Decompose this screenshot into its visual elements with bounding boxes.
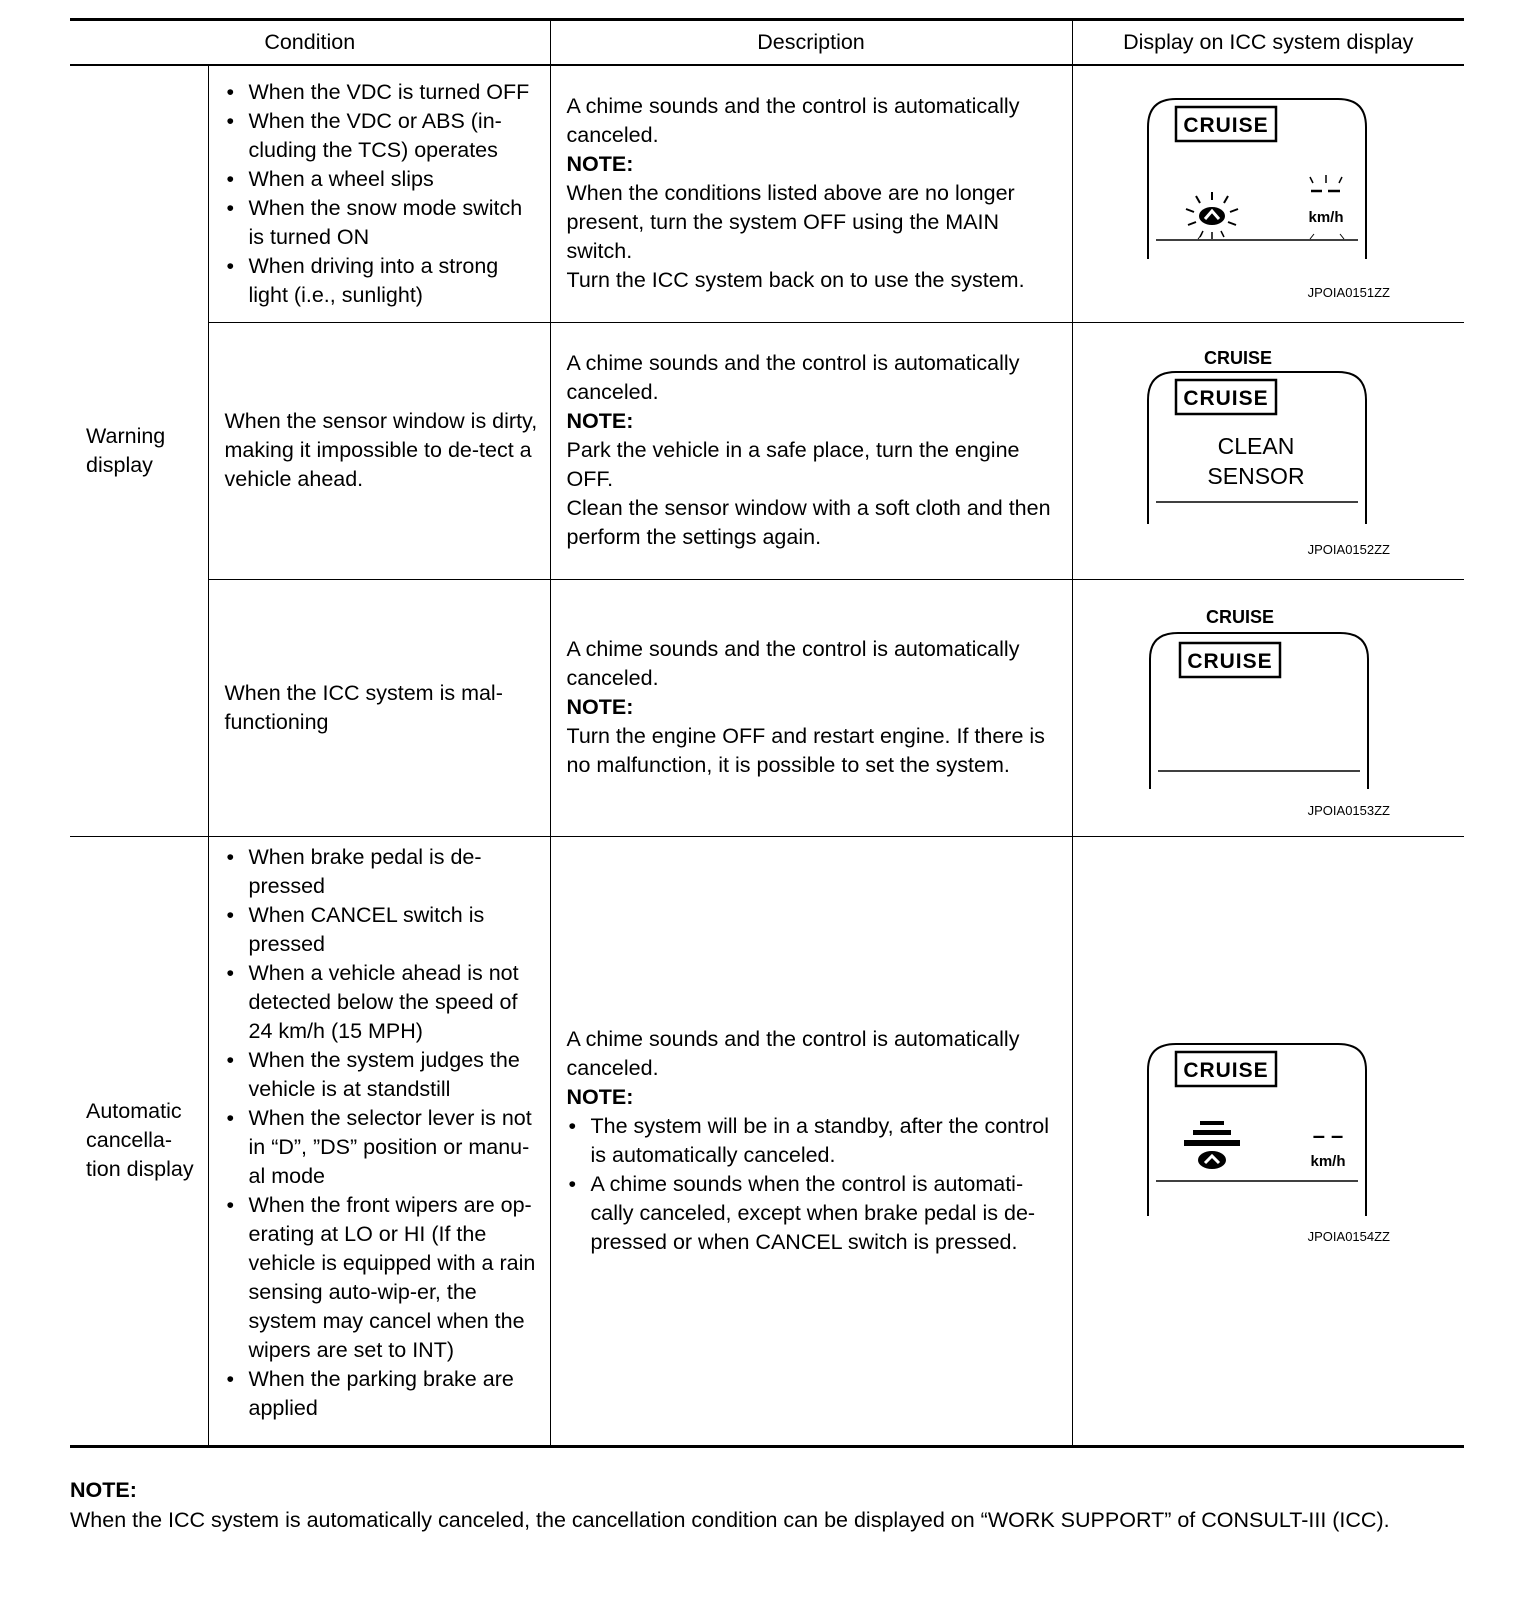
vehicle-ahead-flashing-icon — [1186, 192, 1238, 239]
condition-list — [225, 843, 542, 1423]
icc-display-figure — [1118, 79, 1418, 309]
table-row — [70, 836, 1464, 1446]
description-cell: A chime sounds and the control is automatically canceled. NOTE: When the conditions listed above are no longer present, turn the system OFF using the MAIN switch. Turn the ICC system back on to use the system. — [550, 65, 1072, 322]
list-item: • When driving into a strong light (i.e., sunlight) — [225, 252, 542, 310]
vehicle-distance-icon — [1184, 1121, 1240, 1169]
group-label-warning: Warning display — [70, 65, 208, 836]
list-item: • When the parking brake are applied — [225, 1365, 542, 1423]
footer-note — [70, 1475, 1470, 1535]
list-item: • When the VDC is turned OFF — [225, 78, 542, 107]
list-item: • When the VDC or ABS (in-cluding the TCS) operates — [225, 107, 542, 165]
figure-id: JPOIA0152ZZ — [1307, 541, 1391, 557]
condition-cell: When the sensor window is dirty, making it impossible to de-tect a vehicle ahead. — [208, 322, 550, 579]
figure-id: JPOIA0154ZZ — [1307, 1228, 1391, 1244]
header-condition: Condition — [70, 20, 550, 66]
icc-display-figure — [1118, 336, 1418, 566]
cruise-label: CRUISE — [1187, 649, 1273, 673]
list-item: • A chime sounds when the control is automati-cally canceled, except when brake pedal is de-pressed or when CANCEL switch is pressed. — [567, 1170, 1062, 1257]
unit-label: km/h — [1308, 208, 1344, 226]
description-cell: A chime sounds and the control is automatically canceled. NOTE: Turn the engine OFF and restart engine. If there is no malfunction, it is possible to set the system. — [550, 579, 1072, 836]
condition-cell — [208, 65, 550, 322]
condition-cell — [208, 836, 550, 1446]
icc-display-figure — [1118, 593, 1418, 823]
cruise-top-label: CRUISE — [1206, 606, 1275, 627]
list-item: • The system will be in a standby, after the control is automatically canceled. — [567, 1112, 1062, 1170]
list-item: • When the front wipers are op-erating at LO or HI (If the vehicle is equipped with a rain sensing auto-wip-er, the system may cancel when the wipers are set to INT) — [225, 1191, 542, 1365]
cruise-label: CRUISE — [1183, 386, 1269, 410]
header-display: Display on ICC system display — [1072, 20, 1464, 66]
footer-note-label: NOTE: — [70, 1478, 137, 1502]
cruise-label: CRUISE — [1183, 1058, 1269, 1082]
description-cell: A chime sounds and the control is automatically canceled. NOTE: • The system will be in a standby, after the control is automatically canceled. • A chime sounds when the control is automati-cally canceled, except when brake pedal is de-pressed or when CANCEL switch is pressed. — [550, 836, 1072, 1446]
list-item: • When brake pedal is de-pressed — [225, 843, 542, 901]
speed-dashes-flashing — [1310, 175, 1342, 191]
list-item: • When the selector lever is not in “D”, ”DS” position or manu-al mode — [225, 1104, 542, 1191]
figure-id: JPOIA0153ZZ — [1307, 802, 1391, 818]
list-item: • When a vehicle ahead is not detected below the speed of 24 km/h (15 MPH) — [225, 959, 542, 1046]
table-row — [70, 322, 1464, 579]
clean-text: CLEAN — [1217, 432, 1295, 459]
table-row — [70, 65, 1464, 322]
table-row — [70, 579, 1464, 836]
unit-label: km/h — [1310, 1152, 1346, 1170]
list-item: • When a wheel slips — [225, 165, 542, 194]
description-cell: A chime sounds and the control is automatically canceled. NOTE: Park the vehicle in a safe place, turn the engine OFF. Clean the sensor window with a soft cloth and then perform the settings again. — [550, 322, 1072, 579]
figure-id: JPOIA0151ZZ — [1307, 284, 1391, 300]
list-item: • When CANCEL switch is pressed — [225, 901, 542, 959]
display-cell — [1072, 579, 1464, 836]
display-cell — [1072, 322, 1464, 579]
speed-dashes: – – — [1312, 1122, 1344, 1148]
display-cell — [1072, 65, 1464, 322]
list-item: • When the system judges the vehicle is at standstill — [225, 1046, 542, 1104]
cruise-top-label: CRUISE — [1204, 347, 1273, 368]
sensor-text: SENSOR — [1207, 462, 1305, 489]
note-list — [567, 1112, 1062, 1257]
group-label-automatic: Automatic cancella-tion display — [70, 836, 208, 1446]
icc-display-figure — [1118, 1026, 1418, 1256]
header-description: Description — [550, 20, 1072, 66]
condition-list — [225, 78, 542, 310]
footer-note-text: When the ICC system is automatically canceled, the cancellation condition can be displayed on “WORK SUPPORT” of CONSULT-III (ICC). — [70, 1508, 1390, 1532]
table-header-row — [70, 20, 1464, 66]
condition-cell: When the ICC system is mal-functioning — [208, 579, 550, 836]
condition-table — [70, 18, 1464, 1448]
cruise-label: CRUISE — [1183, 113, 1269, 137]
display-cell — [1072, 836, 1464, 1446]
list-item: • When the snow mode switch is turned ON — [225, 194, 542, 252]
